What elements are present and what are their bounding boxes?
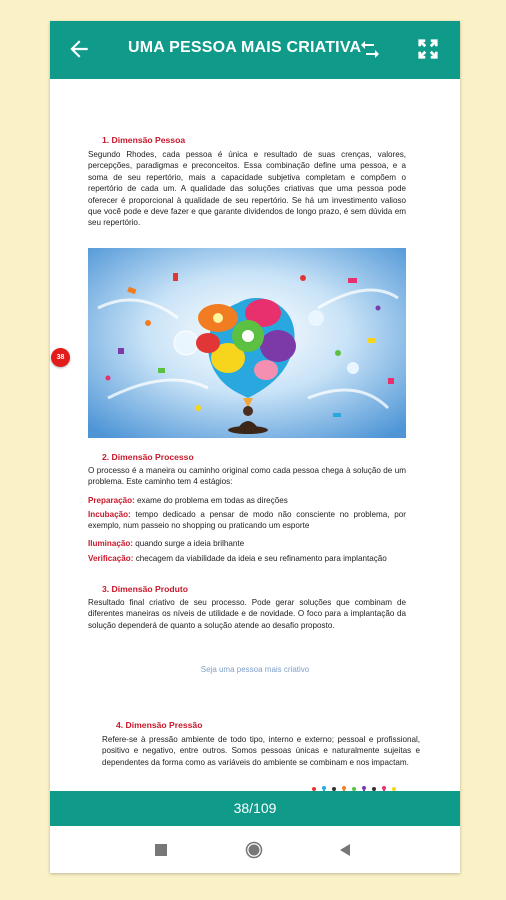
section1-heading: 1. Dimensão Pessoa bbox=[102, 135, 186, 145]
section3-text: Resultado final criativo de seu processo. Pode gerar soluções que combinam de diferentes maneiras os níveis de utilidade e de novidade. O foco para a implantação da solução dependerá de quanto a solução atende ao desafio proposto. bbox=[88, 598, 406, 630]
stage-desc: checagem da viabilidade da ideia e seu refinamento para implantação bbox=[133, 554, 387, 563]
stage-term: Preparação: bbox=[88, 496, 135, 505]
phone-screen bbox=[50, 21, 460, 873]
recents-square-icon[interactable] bbox=[153, 842, 169, 858]
section4-text: Refere-se à pressão ambiente de todo tipo, interno e externo; pessoal e profissional, positivo e negativo, entre outros. Somos pessoas únicas e naturalmente sujeitas e dependentes da forma como as variáveis do ambiente se combinam e nos impactam. bbox=[102, 735, 420, 767]
stage-term: Verificação: bbox=[88, 554, 134, 563]
section2-intro: O processo é a maneira ou caminho original como cada pessoa chega à solução de um problema. Este caminho tem 4 estágios: bbox=[88, 466, 406, 487]
arrow-left-icon[interactable] bbox=[66, 36, 92, 62]
stage-term: Iluminação: bbox=[88, 539, 133, 548]
page-number-badge: 38 bbox=[51, 348, 70, 367]
document-page[interactable] bbox=[50, 79, 460, 791]
stage-incubacao bbox=[88, 509, 406, 532]
home-circle-icon[interactable] bbox=[245, 841, 263, 859]
page-indicator: 38/109 bbox=[50, 791, 460, 826]
back-triangle-icon[interactable] bbox=[337, 842, 353, 858]
fullscreen-icon[interactable] bbox=[417, 38, 439, 60]
stage-iluminacao bbox=[88, 538, 406, 549]
section4-heading: 4. Dimensão Pressão bbox=[116, 720, 203, 730]
section2-heading: 2. Dimensão Processo bbox=[102, 452, 194, 462]
document-title: UMA PESSOA MAIS CRIATIVA bbox=[128, 39, 362, 56]
stage-desc: quando surge a ideia brilhante bbox=[132, 539, 245, 548]
stage-term: Incubação: bbox=[88, 510, 131, 519]
section3-heading: 3. Dimensão Produto bbox=[102, 584, 188, 594]
creative-head-illustration bbox=[88, 248, 406, 438]
swap-horizontal-icon[interactable] bbox=[358, 37, 382, 61]
stage-desc: tempo dedicado a pensar de modo não consciente no problema, por exemplo, num passeio no shopping ou praticando um esporte bbox=[88, 510, 406, 531]
stage-preparacao bbox=[88, 495, 406, 506]
stage-desc: exame do problema em todas as direções bbox=[134, 496, 288, 505]
section1-text: Segundo Rhodes, cada pessoa é única e resultado de suas crenças, valores, percepções, paradigmas e preconceitos. Essa combinação define uma pessoa, e a soma de seu repertório, mais a capacidade subjetiva completam e compõem o repertório de cada um. A qualidade das soluções criativas que uma pessoa pode oferecer é proporcional à qualidade de seu repertório. Se há um investimento valioso que você pode e deve fazer e que garante dividendos de longo prazo, é sem dúvida em seu repertório. bbox=[88, 150, 406, 228]
image-caption: Seja uma pessoa mais criativo bbox=[200, 665, 310, 674]
app-bar bbox=[50, 21, 460, 79]
system-nav-bar bbox=[50, 826, 460, 873]
stage-verificacao bbox=[88, 553, 406, 564]
